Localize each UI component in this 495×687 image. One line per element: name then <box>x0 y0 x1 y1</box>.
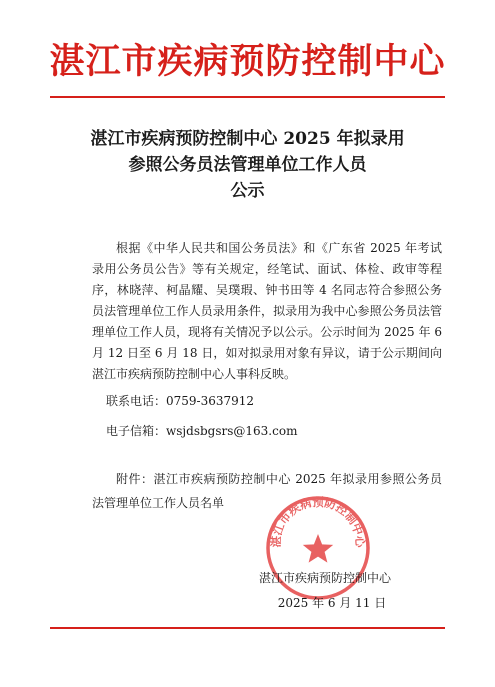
signature-date: 2025 年 6 月 11 日 <box>277 596 387 610</box>
contact-phone: 联系电话：0759-3637912 <box>106 394 255 408</box>
signature-block <box>259 566 391 616</box>
masthead-title: 湛江市疾病预防控制中心 <box>49 41 446 82</box>
title-line-2: 参照公务员法管理单位工作人员 <box>128 155 367 175</box>
contact-email: 电子信箱：wsjdsbgsrs@163.com <box>106 424 298 438</box>
star-icon <box>303 534 333 563</box>
title-line-3: 公示 <box>230 181 265 201</box>
seal-text: 湛江市疾病预防控制中心 <box>268 494 368 548</box>
document-title <box>40 126 455 204</box>
notice-paragraph: 根据《中华人民共和国公务员法》和《广东省 2025 年考试录用公务员公告》等有关规定，经笔试、面试、体检、政审等程序，林晓萍、柯晶耀、吴璞瑕、钟书田等 4 名同志符合参照公务员法管理单位工作人员录用条件，拟录用为我中心参照公务员法管理单位工作人员，现将有关情况予以公示。公示时间为 2025 年 6 月 12 日至 6 月 18 日，如对拟录用对象有异议，请于公示期间向湛江市疾病预防控制中心人事科反映。 <box>92 241 442 381</box>
masthead-divider <box>50 96 445 98</box>
attachment-note: 附件：湛江市疾病预防控制中心 2025 年拟录用参照公务员法管理单位工作人员名单 <box>92 472 442 510</box>
signature-org: 湛江市疾病预防控制中心 <box>258 571 391 585</box>
footer-divider <box>50 627 445 629</box>
title-line-1: 湛江市疾病预防控制中心 2025 年拟录用 <box>90 129 405 149</box>
document-body <box>92 238 442 515</box>
